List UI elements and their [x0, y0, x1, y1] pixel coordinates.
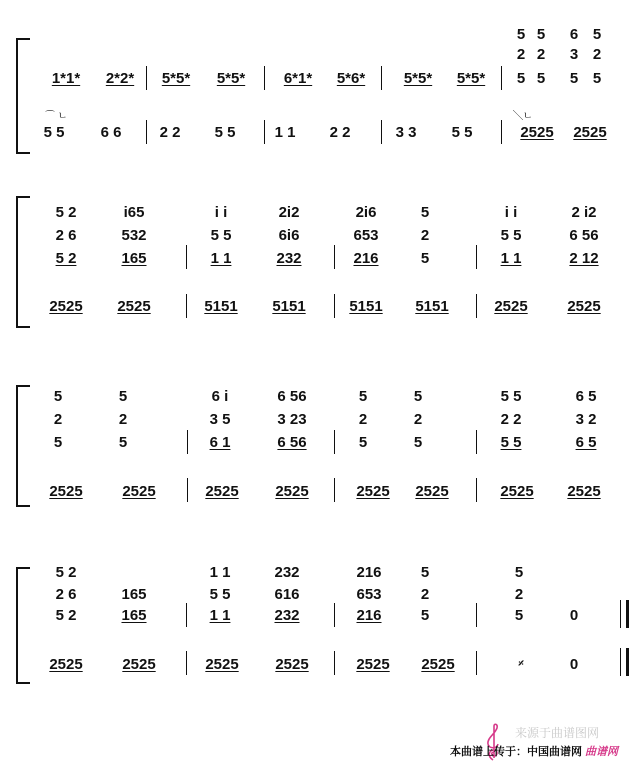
bass-note: 2525 [49, 483, 83, 500]
bass-note: 5 5 [43, 124, 65, 141]
chord-note: 5 [53, 388, 63, 405]
chord-note: 1 1 [210, 250, 232, 267]
bar-line [476, 651, 477, 675]
chord-note: 2 12 [569, 250, 599, 267]
bass-note: 2525 [275, 483, 309, 500]
chord-note: 3 2 [575, 411, 597, 428]
bar-line [186, 245, 187, 269]
chord-note: i i [214, 204, 228, 221]
melody-note: 5*5* [456, 70, 486, 87]
chord-note: 532 [121, 227, 147, 244]
final-bar-thick [626, 648, 629, 676]
chord-note: 216 [356, 607, 382, 624]
chord-note: 2 [118, 411, 128, 428]
chord-note: 6 56 [277, 434, 307, 451]
bass-note: 2525 [500, 483, 534, 500]
chord-note: 3 5 [209, 411, 231, 428]
bass-note: 2525 [520, 124, 554, 141]
bass-note: 2525 [356, 656, 390, 673]
chord-note: 216 [353, 250, 379, 267]
bar-line [476, 603, 477, 627]
chord-note: 5 [358, 434, 368, 451]
bar-line [334, 603, 335, 627]
chord-note: 3 23 [277, 411, 307, 428]
staff-brace [16, 196, 30, 328]
chord-note: 6 56 [277, 388, 307, 405]
bass-note: 5151 [272, 298, 306, 315]
chord-note: 165 [121, 250, 147, 267]
bar-line [381, 66, 382, 90]
chord-note: 5 [118, 434, 128, 451]
chord-note: i i [504, 204, 518, 221]
chord-note: 5 [516, 26, 526, 43]
chord-note: 2 [592, 46, 602, 63]
chord-note: 5 [420, 564, 430, 581]
melody-note: 5*5* [161, 70, 191, 87]
chord-note: 2 i2 [571, 204, 597, 221]
chord-note: 1 1 [209, 607, 231, 624]
chord-note: 2 [536, 46, 546, 63]
rest-zero: 0 [569, 607, 579, 624]
final-bar-thin [620, 600, 621, 628]
bar-line [187, 478, 188, 502]
chord-note: 3 [569, 46, 579, 63]
chord-note: 6 56 [569, 227, 599, 244]
chord-note: 5 5 [500, 227, 522, 244]
bass-note: 2 2 [329, 124, 351, 141]
chord-note: 5 2 [55, 564, 77, 581]
chord-note: 5 [118, 388, 128, 405]
chord-note: 653 [356, 586, 382, 603]
bar-line [264, 66, 265, 90]
bar-line [501, 66, 502, 90]
bass-note: 2525 [117, 298, 151, 315]
chord-note: 5 [514, 564, 524, 581]
melody-note: 5*5* [216, 70, 246, 87]
chord-note: 232 [276, 250, 302, 267]
bass-note: 5151 [349, 298, 383, 315]
chord-note: 2 [420, 586, 430, 603]
bass-note: 2525 [494, 298, 528, 315]
chord-note: 216 [356, 564, 382, 581]
chord-note: 2 [53, 411, 63, 428]
chord-note: 232 [274, 564, 300, 581]
bass-note: 6 6 [100, 124, 122, 141]
final-bar-thick [626, 600, 629, 628]
chord-note: 6i6 [278, 227, 300, 244]
bass-note: 2525 [205, 656, 239, 673]
chord-note: 1 1 [209, 564, 231, 581]
chord-note: 2i6 [355, 204, 377, 221]
chord-note: 5 2 [55, 250, 77, 267]
chord-note: 1 1 [500, 250, 522, 267]
bar-line [334, 478, 335, 502]
staff-brace [16, 38, 30, 154]
repeat-sign: 𝄎 [518, 658, 524, 670]
chord-note: 2 2 [500, 411, 522, 428]
chord-note: 6 5 [575, 434, 597, 451]
bar-line [381, 120, 382, 144]
bass-note: 2525 [567, 298, 601, 315]
chord-note: 5 [516, 70, 526, 87]
chord-note: 5 [592, 70, 602, 87]
melody-note: 1*1* [51, 70, 81, 87]
bass-note: 2525 [567, 483, 601, 500]
chord-note: 2 [358, 411, 368, 428]
bar-line [264, 120, 265, 144]
chord-note: 5 2 [55, 204, 77, 221]
bar-line [476, 294, 477, 318]
bass-note: 5151 [415, 298, 449, 315]
chord-note: 5 [420, 607, 430, 624]
bar-line [146, 66, 147, 90]
bass-note: 2525 [49, 298, 83, 315]
chord-note: 5 [536, 70, 546, 87]
bass-note: 5151 [204, 298, 238, 315]
bar-line [334, 651, 335, 675]
chord-note: 5 [53, 434, 63, 451]
chord-note: 5 [358, 388, 368, 405]
bass-note: 1 1 [274, 124, 296, 141]
chord-note: 6 [569, 26, 579, 43]
bar-line [186, 651, 187, 675]
bar-line [334, 294, 335, 318]
bass-note: 2525 [421, 656, 455, 673]
staff-brace [16, 385, 30, 507]
chord-note: 5 5 [210, 227, 232, 244]
bar-line [186, 603, 187, 627]
final-bar-thin [620, 648, 621, 676]
bass-note: 2525 [122, 483, 156, 500]
chord-note: 653 [353, 227, 379, 244]
bar-line [334, 245, 335, 269]
bar-line [146, 120, 147, 144]
chord-note: i65 [123, 204, 145, 221]
chord-note: 5 [536, 26, 546, 43]
chord-note: 5 [420, 204, 430, 221]
slur-mark: ╲ㄴ [513, 111, 533, 122]
chord-note: 6 i [211, 388, 229, 405]
chord-note: 6 5 [575, 388, 597, 405]
bar-line [476, 478, 477, 502]
chord-note: 2 [413, 411, 423, 428]
chord-note: 5 2 [55, 607, 77, 624]
staff-brace [16, 567, 30, 684]
watermark-source-text: 来源于曲谱图网 [515, 726, 600, 740]
bar-line [186, 294, 187, 318]
bass-note: 5 5 [214, 124, 236, 141]
chord-note: 2i2 [278, 204, 300, 221]
chord-note: 616 [274, 586, 300, 603]
bass-note: 2525 [49, 656, 83, 673]
melody-note: 5*5* [403, 70, 433, 87]
chord-note: 5 [413, 434, 423, 451]
bass-note: 2525 [205, 483, 239, 500]
chord-note: 5 [420, 250, 430, 267]
rest-zero: 0 [569, 656, 579, 673]
chord-note: 5 5 [209, 586, 231, 603]
chord-note: 165 [121, 607, 147, 624]
chord-note: 2 [514, 586, 524, 603]
melody-note: 2*2* [105, 70, 135, 87]
chord-note: 5 [592, 26, 602, 43]
footer-upload-credit: 本曲谱上传于：中国曲谱网 [450, 746, 582, 758]
bar-line [187, 430, 188, 454]
melody-note: 6*1* [283, 70, 313, 87]
bass-note: 2 2 [159, 124, 181, 141]
chord-note: 5 [413, 388, 423, 405]
bass-note: 2525 [573, 124, 607, 141]
chord-note: 5 [514, 607, 524, 624]
chord-note: 232 [274, 607, 300, 624]
bar-line [501, 120, 502, 144]
chord-note: 5 5 [500, 434, 522, 451]
chord-note: 165 [121, 586, 147, 603]
bass-note: 2525 [122, 656, 156, 673]
bass-note: 5 5 [451, 124, 473, 141]
slur-mark: ⌒ ㄴ [45, 111, 68, 122]
site-logo: 曲谱网 [585, 746, 618, 758]
bass-note: 2525 [275, 656, 309, 673]
melody-note: 5*6* [336, 70, 366, 87]
chord-note: 2 6 [55, 586, 77, 603]
bass-note: 2525 [415, 483, 449, 500]
chord-note: 2 [516, 46, 526, 63]
chord-note: 5 5 [500, 388, 522, 405]
chord-note: 2 [420, 227, 430, 244]
bass-note: 2525 [356, 483, 390, 500]
bar-line [476, 430, 477, 454]
bar-line [476, 245, 477, 269]
chord-note: 6 1 [209, 434, 231, 451]
chord-note: 2 6 [55, 227, 77, 244]
chord-note: 5 [569, 70, 579, 87]
bass-note: 3 3 [395, 124, 417, 141]
bar-line [334, 430, 335, 454]
